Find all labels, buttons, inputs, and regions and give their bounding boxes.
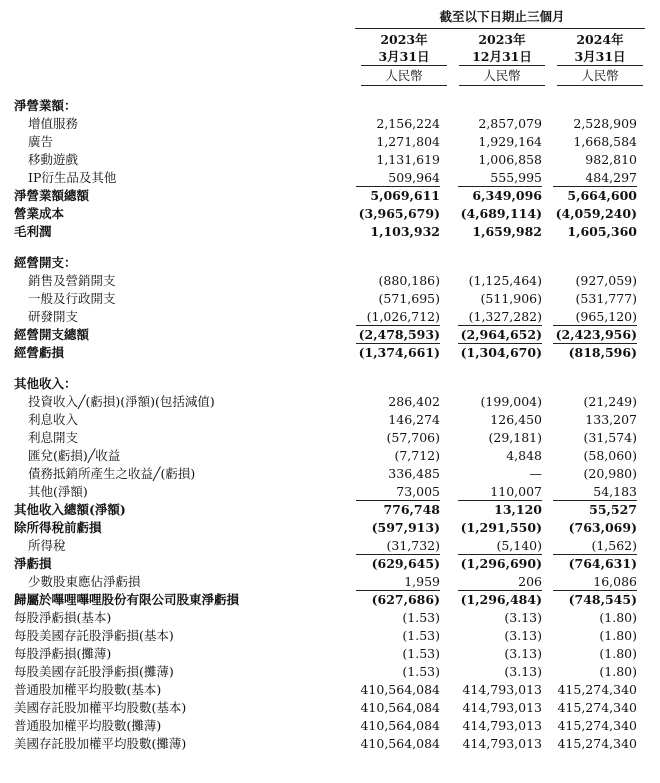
row-label: 營業成本 <box>14 206 65 221</box>
row-value: (1,296,690) <box>460 556 542 571</box>
row-label: 普通股加權平均股數(攤薄) <box>14 718 162 733</box>
row-label: 匯兌(虧損)╱收益 <box>28 448 121 463</box>
row-value: 410,564,084 <box>360 700 440 715</box>
table-row <box>0 573 660 591</box>
column-date: 12月31日 <box>472 49 532 64</box>
row-value: 146,274 <box>388 412 440 427</box>
table-row <box>0 645 660 663</box>
table-row <box>0 344 660 362</box>
row-label: 其他收入總額(淨額) <box>14 502 126 517</box>
row-label: 投資收入╱(虧損)(淨額)(包括減值) <box>28 394 215 409</box>
column-rule <box>459 65 545 66</box>
row-value: (4,689,114) <box>460 206 542 221</box>
row-value: (1,026,712) <box>366 309 440 324</box>
column-header-2024-q1 <box>554 31 646 65</box>
row-value: 206 <box>518 574 542 589</box>
row-value: (3.13) <box>504 610 542 625</box>
row-value: 336,485 <box>388 466 440 481</box>
table-row <box>0 254 660 272</box>
table-row <box>0 447 660 465</box>
row-value: (511,906) <box>480 291 542 306</box>
row-value: (1.80) <box>599 628 637 643</box>
row-label: 每股淨虧損(基本) <box>14 610 112 625</box>
row-value: 2,857,079 <box>478 116 542 131</box>
row-value: (20,980) <box>583 466 637 481</box>
column-year: 2023年 <box>380 32 428 47</box>
table-row <box>0 537 660 555</box>
table-row <box>0 591 660 609</box>
row-label: 研發開支 <box>28 309 79 324</box>
table-row <box>0 519 660 537</box>
row-value: 126,450 <box>490 412 542 427</box>
table-row <box>0 375 660 393</box>
row-value: (2,423,956) <box>555 327 637 342</box>
row-value: 1,929,164 <box>478 134 542 149</box>
column-header-2023-q1 <box>358 31 450 65</box>
row-label: 其他(淨額) <box>28 484 88 499</box>
row-value: 414,793,013 <box>462 700 542 715</box>
row-value: (597,913) <box>371 520 440 535</box>
row-label: 銷售及營銷開支 <box>28 273 116 288</box>
row-value: 982,810 <box>585 152 637 167</box>
row-label: 經營虧損 <box>14 345 65 360</box>
section-gap <box>0 241 660 254</box>
table-row <box>0 133 660 151</box>
row-value: (627,686) <box>371 592 440 607</box>
row-value: 1,668,584 <box>573 134 637 149</box>
statement-rows <box>0 97 660 753</box>
table-row <box>0 555 660 573</box>
row-label: 每股淨虧損(攤薄) <box>14 646 112 661</box>
table-row <box>0 272 660 290</box>
row-value: (965,120) <box>575 309 637 324</box>
row-value: 410,564,084 <box>360 736 440 751</box>
row-value: (1,125,464) <box>468 273 542 288</box>
row-value: (3.13) <box>504 664 542 679</box>
row-value: (1,374,661) <box>358 345 440 360</box>
row-value: 415,274,340 <box>557 736 637 751</box>
row-value: 414,793,013 <box>462 736 542 751</box>
column-currency: 人民幣 <box>385 68 423 83</box>
table-row <box>0 169 660 187</box>
row-label: 每股美國存託股淨虧損(基本) <box>14 628 174 643</box>
table-row <box>0 411 660 429</box>
table-row <box>0 326 660 344</box>
column-rule <box>361 85 447 86</box>
row-value: (3,965,679) <box>358 206 440 221</box>
row-label: 歸屬於嗶哩嗶哩股份有限公司股東淨虧損 <box>14 592 240 607</box>
row-value: (1,304,670) <box>460 345 542 360</box>
row-value: 13,120 <box>494 502 542 517</box>
row-value: 1,271,804 <box>376 134 440 149</box>
row-label: 廣告 <box>28 134 54 149</box>
column-rule <box>361 65 447 66</box>
row-value: 415,274,340 <box>557 682 637 697</box>
row-value: (2,478,593) <box>358 327 440 342</box>
row-label: 移動遊戲 <box>28 152 79 167</box>
row-value: (4,059,240) <box>555 206 637 221</box>
row-value: (1.53) <box>402 646 440 661</box>
row-value: 54,183 <box>593 484 637 499</box>
row-label: 美國存託股加權平均股數(基本) <box>14 700 187 715</box>
row-value: (1,562) <box>591 538 637 553</box>
row-value: — <box>529 466 542 481</box>
row-value: 1,659,982 <box>472 224 542 239</box>
section-gap <box>0 362 660 375</box>
table-row <box>0 609 660 627</box>
row-label: 每股美國存託股淨虧損(攤薄) <box>14 664 174 679</box>
row-value: (58,060) <box>583 448 637 463</box>
row-label: 其他收入： <box>14 376 77 391</box>
row-label: 經營開支： <box>14 255 77 270</box>
table-row <box>0 205 660 223</box>
row-label: 所得稅 <box>28 538 66 553</box>
row-value: (927,059) <box>575 273 637 288</box>
column-rule <box>557 85 643 86</box>
row-label: 美國存託股加權平均股數(攤薄) <box>14 736 187 751</box>
column-date: 3月31日 <box>574 49 626 64</box>
row-value: 55,527 <box>589 502 637 517</box>
table-row <box>0 465 660 483</box>
row-value: 776,748 <box>383 502 440 517</box>
row-value: (1.80) <box>599 610 637 625</box>
row-label: 除所得稅前虧損 <box>14 520 102 535</box>
row-value: (199,004) <box>480 394 542 409</box>
row-value: (571,695) <box>378 291 440 306</box>
row-value: 1,131,619 <box>376 152 440 167</box>
row-value: 509,964 <box>388 170 440 185</box>
row-value: (629,645) <box>371 556 440 571</box>
row-label: 增值服務 <box>28 116 79 131</box>
table-row <box>0 97 660 115</box>
row-value: (3.13) <box>504 646 542 661</box>
row-value: (2,964,652) <box>460 327 542 342</box>
table-row <box>0 483 660 501</box>
row-value: 1,006,858 <box>478 152 542 167</box>
row-label: 淨營業額總額 <box>14 188 90 203</box>
column-date: 3月31日 <box>378 49 430 64</box>
row-value: 133,207 <box>585 412 637 427</box>
row-value: 410,564,084 <box>360 718 440 733</box>
table-row <box>0 308 660 326</box>
row-label: 經營開支總額 <box>14 327 90 342</box>
column-rule <box>459 85 545 86</box>
row-value: 73,005 <box>396 484 440 499</box>
row-label: 淨營業額： <box>14 98 77 113</box>
row-value: (1.80) <box>599 646 637 661</box>
row-value: 1,103,932 <box>370 224 440 239</box>
row-value: (31,732) <box>386 538 440 553</box>
table-row <box>0 223 660 241</box>
row-value: (5,140) <box>496 538 542 553</box>
table-row <box>0 699 660 717</box>
row-label: 利息收入 <box>28 412 79 427</box>
table-row <box>0 187 660 205</box>
row-value: (818,596) <box>568 345 637 360</box>
row-value: (1.53) <box>402 610 440 625</box>
table-row <box>0 663 660 681</box>
row-label: 普通股加權平均股數(基本) <box>14 682 162 697</box>
row-value: 484,297 <box>585 170 637 185</box>
row-value: (764,631) <box>568 556 637 571</box>
row-value: (763,069) <box>568 520 637 535</box>
row-label: IP衍生品及其他 <box>28 170 117 185</box>
row-value: 5,069,611 <box>370 188 440 203</box>
table-row <box>0 429 660 447</box>
column-currency: 人民幣 <box>483 68 521 83</box>
row-value: 1,605,360 <box>567 224 637 239</box>
table-row <box>0 501 660 519</box>
row-value: 6,349,096 <box>472 188 542 203</box>
row-value: 16,086 <box>593 574 637 589</box>
row-value: 555,995 <box>490 170 542 185</box>
row-label: 債務抵銷所產生之收益╱(虧損) <box>28 466 196 481</box>
row-value: (3.13) <box>504 628 542 643</box>
row-value: 415,274,340 <box>557 718 637 733</box>
row-value: (29,181) <box>488 430 542 445</box>
table-row <box>0 681 660 699</box>
row-value: (748,545) <box>568 592 637 607</box>
table-row <box>0 735 660 753</box>
row-value: (1.80) <box>599 664 637 679</box>
table-row <box>0 393 660 411</box>
table-row <box>0 115 660 133</box>
row-value: (1,296,484) <box>460 592 542 607</box>
period-header: 截至以下日期止三個月 <box>439 9 565 24</box>
row-value: (1.53) <box>402 628 440 643</box>
row-value: (57,706) <box>386 430 440 445</box>
row-value: 1,959 <box>404 574 440 589</box>
table-row <box>0 151 660 169</box>
row-label: 利息開支 <box>28 430 79 445</box>
row-value: 286,402 <box>388 394 440 409</box>
row-value: (31,574) <box>583 430 637 445</box>
column-rule <box>557 65 643 66</box>
row-label: 毛利潤 <box>14 224 52 239</box>
row-label: 少數股東應佔淨虧損 <box>28 574 141 589</box>
row-value: (1,291,550) <box>460 520 542 535</box>
row-label: 淨虧損 <box>14 556 52 571</box>
row-value: (21,249) <box>583 394 637 409</box>
row-value: 5,664,600 <box>567 188 637 203</box>
row-value: (1,327,282) <box>468 309 542 324</box>
table-row <box>0 717 660 735</box>
row-value: 2,156,224 <box>376 116 440 131</box>
row-value: 410,564,084 <box>360 682 440 697</box>
row-value: (880,186) <box>378 273 440 288</box>
column-currency: 人民幣 <box>581 68 619 83</box>
column-year: 2024年 <box>576 32 624 47</box>
row-value: (531,777) <box>575 291 637 306</box>
column-header-2023-q4 <box>456 31 548 65</box>
column-year: 2023年 <box>478 32 526 47</box>
row-value: 415,274,340 <box>557 700 637 715</box>
row-label: 一般及行政開支 <box>28 291 116 306</box>
header-rule <box>355 28 645 29</box>
table-row <box>0 290 660 308</box>
row-value: 110,007 <box>490 484 542 499</box>
table-row <box>0 627 660 645</box>
row-value: 414,793,013 <box>462 682 542 697</box>
row-value: (1.53) <box>402 664 440 679</box>
row-value: 4,848 <box>506 448 542 463</box>
row-value: (7,712) <box>394 448 440 463</box>
row-value: 2,528,909 <box>573 116 637 131</box>
row-value: 414,793,013 <box>462 718 542 733</box>
